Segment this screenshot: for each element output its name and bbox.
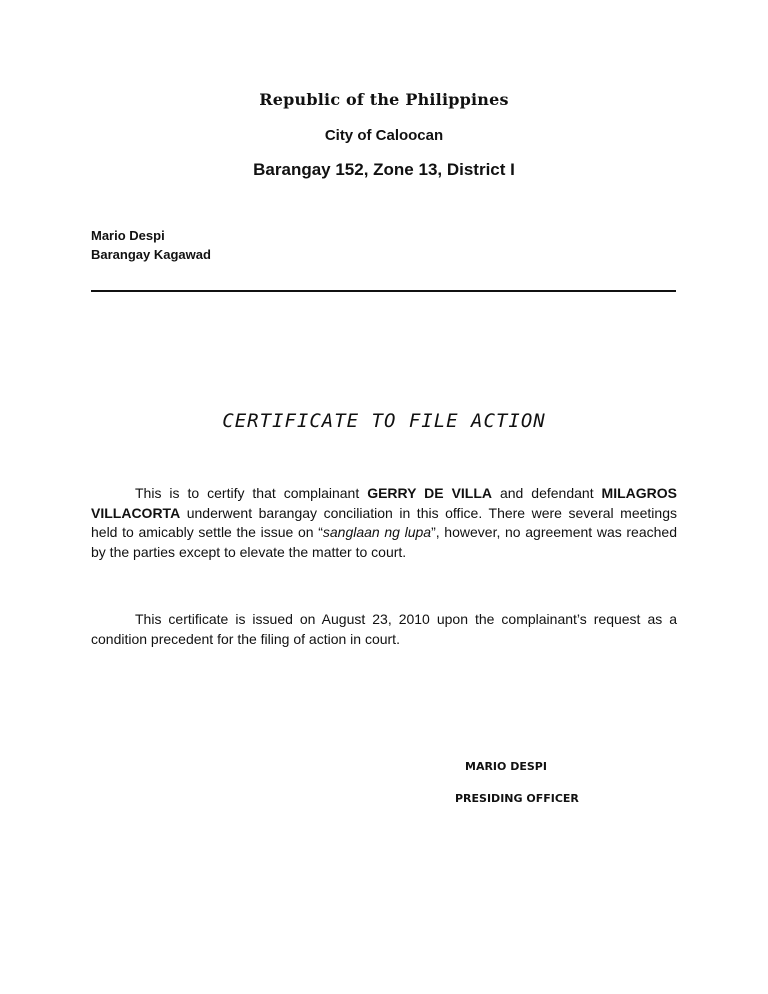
issue-text: sanglaan ng lupa bbox=[322, 524, 432, 540]
official-name: Mario Despi bbox=[91, 228, 165, 243]
city-heading: City of Caloocan bbox=[324, 127, 444, 144]
barangay-heading: Barangay 152, Zone 13, District I bbox=[253, 160, 515, 179]
paragraph-text: and defendant bbox=[492, 485, 602, 501]
paragraph-text: This is to certify that complainant bbox=[135, 485, 368, 501]
paragraph-text: ”, however, no agreement was reached by the parties except to elevate the matter to court. bbox=[91, 524, 677, 560]
certificate-title: CERTIFICATE TO FILE ACTION bbox=[222, 410, 546, 432]
complainant-name: GERRY DE VILLA bbox=[367, 485, 493, 501]
paragraph-text: underwent barangay conciliation in this office. There were several meetings held to amicably settle the issue on “ bbox=[91, 504, 677, 540]
republic-heading: Republic of the Philippines bbox=[259, 90, 509, 109]
defendant-name: MILAGROS VILLACORTA bbox=[91, 485, 677, 521]
official-position: Barangay Kagawad bbox=[91, 247, 211, 262]
signatory-name: MARIO DESPI bbox=[465, 760, 547, 773]
certificate-paragraph-2: This certificate is issued on August 23, 2010 upon the complainant’s request as a condition precedent for the filing of action in court. bbox=[91, 611, 677, 647]
official-block bbox=[91, 226, 211, 264]
header-divider bbox=[91, 290, 676, 292]
certificate-paragraph-1 bbox=[91, 484, 677, 562]
signatory-title: PRESIDING OFFICER bbox=[455, 792, 579, 805]
